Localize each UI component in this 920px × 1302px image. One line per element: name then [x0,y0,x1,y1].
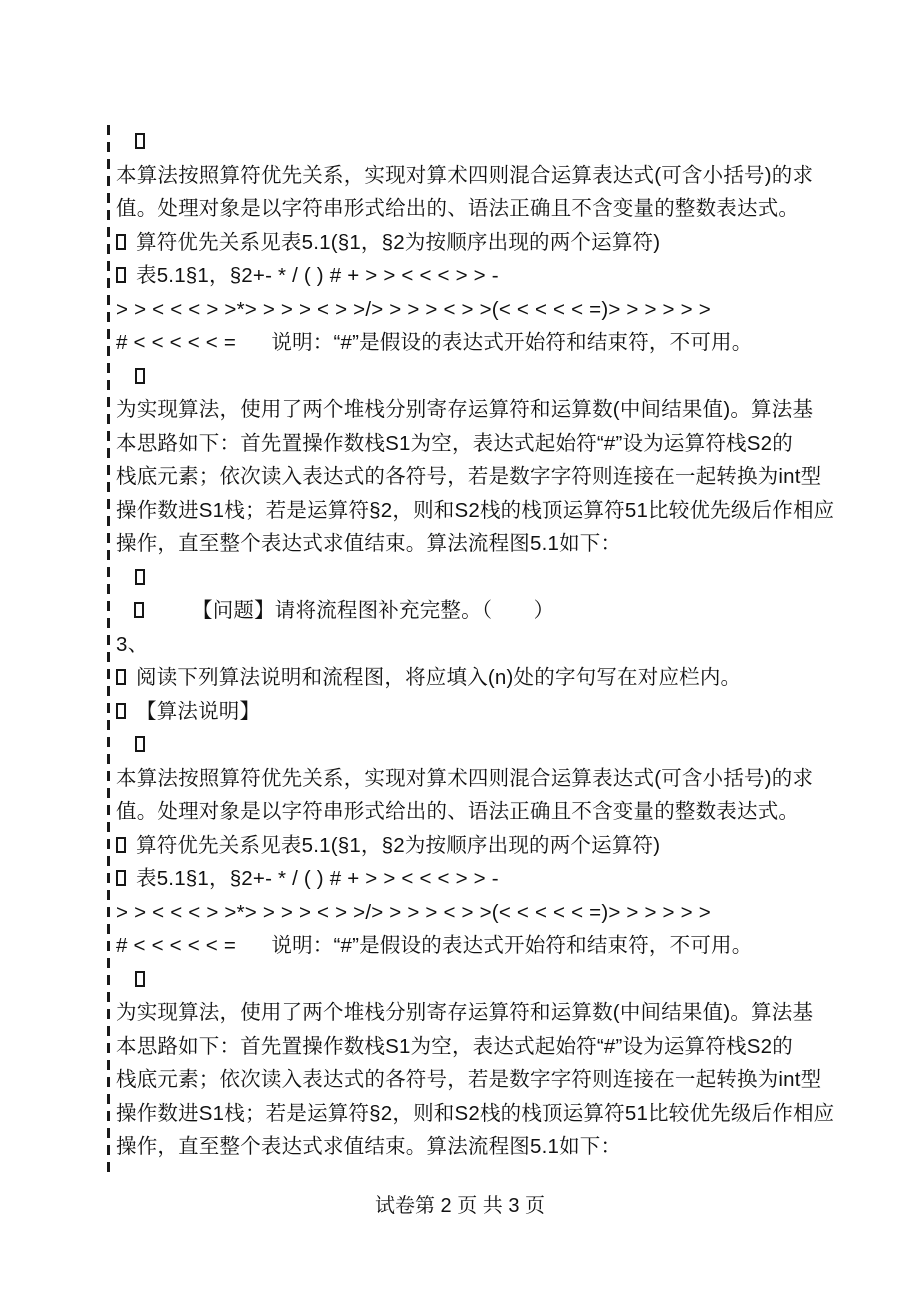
line-text: 为实现算法，使用了两个堆栈分别寄存运算符和运算数(中间结果值)。算法基 [116,398,814,421]
text-line [116,728,806,762]
text-line [116,326,806,360]
line-text: 本算法按照算符优先关系，实现对算术四则混合运算表达式(可含小括号)的求 [116,163,814,187]
line-text: 本思路如下：首先置操作数栈S1为空，表达式起始符“#”设为运算符栈S2的 [116,431,793,455]
text-line [116,293,806,327]
missing-glyph-box-icon [135,368,145,384]
line-text: 操作，直至整个表达式求值结束。算法流程图5.1如下： [116,1135,622,1158]
missing-glyph-box-icon [116,837,126,853]
line-text: 算符优先关系见表5.1(§1，§2为按顺序出现的两个运算符) [136,833,661,857]
text-line [116,795,806,829]
text-line [116,1097,835,1131]
text-line [116,360,806,394]
line-text: > > < < < > >*> > > > < > >/> > > > < > >(< < < < < =)> > > > > > [116,900,711,924]
text-line [116,561,806,595]
missing-glyph-box-icon [116,870,126,886]
missing-glyph-box-icon [135,569,145,585]
missing-glyph-box-icon [116,703,126,719]
text-line [116,226,806,260]
text-line [116,125,806,159]
text-line [116,963,806,997]
line-text: 表5.1§1，§2+- * / ( ) # + > > < < < > > - [136,867,499,890]
line-text: 栈底元素；依次读入表达式的各符号，若是数字字符则连接在一起转换为int型 [116,465,822,488]
line-text: 操作数进S1栈；若是运算符§2，则和S2栈的栈顶运算符51比较优先级后作相应 [116,498,835,522]
line-text: 值。处理对象是以字符串形式给出的、语法正确且不含变量的整数表达式。 [116,800,800,823]
line-text: 3、 [116,632,149,656]
text-line [116,192,806,226]
text-line [116,460,822,494]
text-line [116,829,806,863]
text-line [116,527,806,561]
text-line [116,862,806,896]
missing-glyph-box-icon [116,234,126,250]
line-text: 【算法说明】 [136,699,261,723]
missing-glyph-box-icon [135,736,145,752]
text-line [116,929,806,963]
page-left-dashed-border [107,125,110,1173]
line-text: 表5.1§1，§2+- * / ( ) # + > > < < < > > - [136,264,499,287]
document-body [116,125,835,1164]
missing-glyph-box-icon [134,602,144,618]
missing-glyph-box-icon [135,133,145,149]
line-text: 本算法按照算符优先关系，实现对算术四则混合运算表达式(可含小括号)的求 [116,766,814,790]
text-line [116,996,814,1030]
missing-glyph-box-icon [135,971,145,987]
line-text: 为实现算法，使用了两个堆栈分别寄存运算符和运算数(中间结果值)。算法基 [116,1001,814,1024]
line-text: 值。处理对象是以字符串形式给出的、语法正确且不含变量的整数表达式。 [116,197,800,220]
text-line [116,159,814,193]
text-line [116,393,814,427]
line-text: 本思路如下：首先置操作数栈S1为空，表达式起始符“#”设为运算符栈S2的 [116,1034,793,1058]
text-line [116,427,806,461]
line-text: # < < < < < = 说明：“#”是假设的表达式开始符和结束符，不可用。 [116,934,753,957]
missing-glyph-box-icon [116,267,126,283]
line-text: 阅读下列算法说明和流程图，将应填入(n)处的字句写在对应栏内。 [136,666,742,689]
line-text: 算符优先关系见表5.1(§1，§2为按顺序出现的两个运算符) [136,230,661,254]
text-line [116,896,806,930]
line-text: > > < < < > >*> > > > < > >/> > > > < > >(< < < < < =)> > > > > > [116,297,711,321]
line-text: # < < < < < = 说明：“#”是假设的表达式开始符和结束符，不可用。 [116,331,753,354]
line-text: 操作，直至整个表达式求值结束。算法流程图5.1如下： [116,532,622,555]
text-line [116,259,806,293]
text-line [116,494,835,528]
text-line [116,1030,806,1064]
page-footer: 试卷第 2 页 共 3 页 [374,1195,546,1217]
text-line [116,628,806,662]
line-text: 栈底元素；依次读入表达式的各符号，若是数字字符则连接在一起转换为int型 [116,1068,822,1091]
text-line [116,695,806,729]
missing-glyph-box-icon [116,669,126,685]
text-line [116,1063,822,1097]
text-line [116,661,806,695]
text-line [116,762,814,796]
line-text: 操作数进S1栈；若是运算符§2，则和S2栈的栈顶运算符51比较优先级后作相应 [116,1101,835,1125]
text-line [116,594,806,628]
text-line [116,1130,806,1164]
line-text: 【问题】请将流程图补充完整。（ ） [192,599,555,622]
